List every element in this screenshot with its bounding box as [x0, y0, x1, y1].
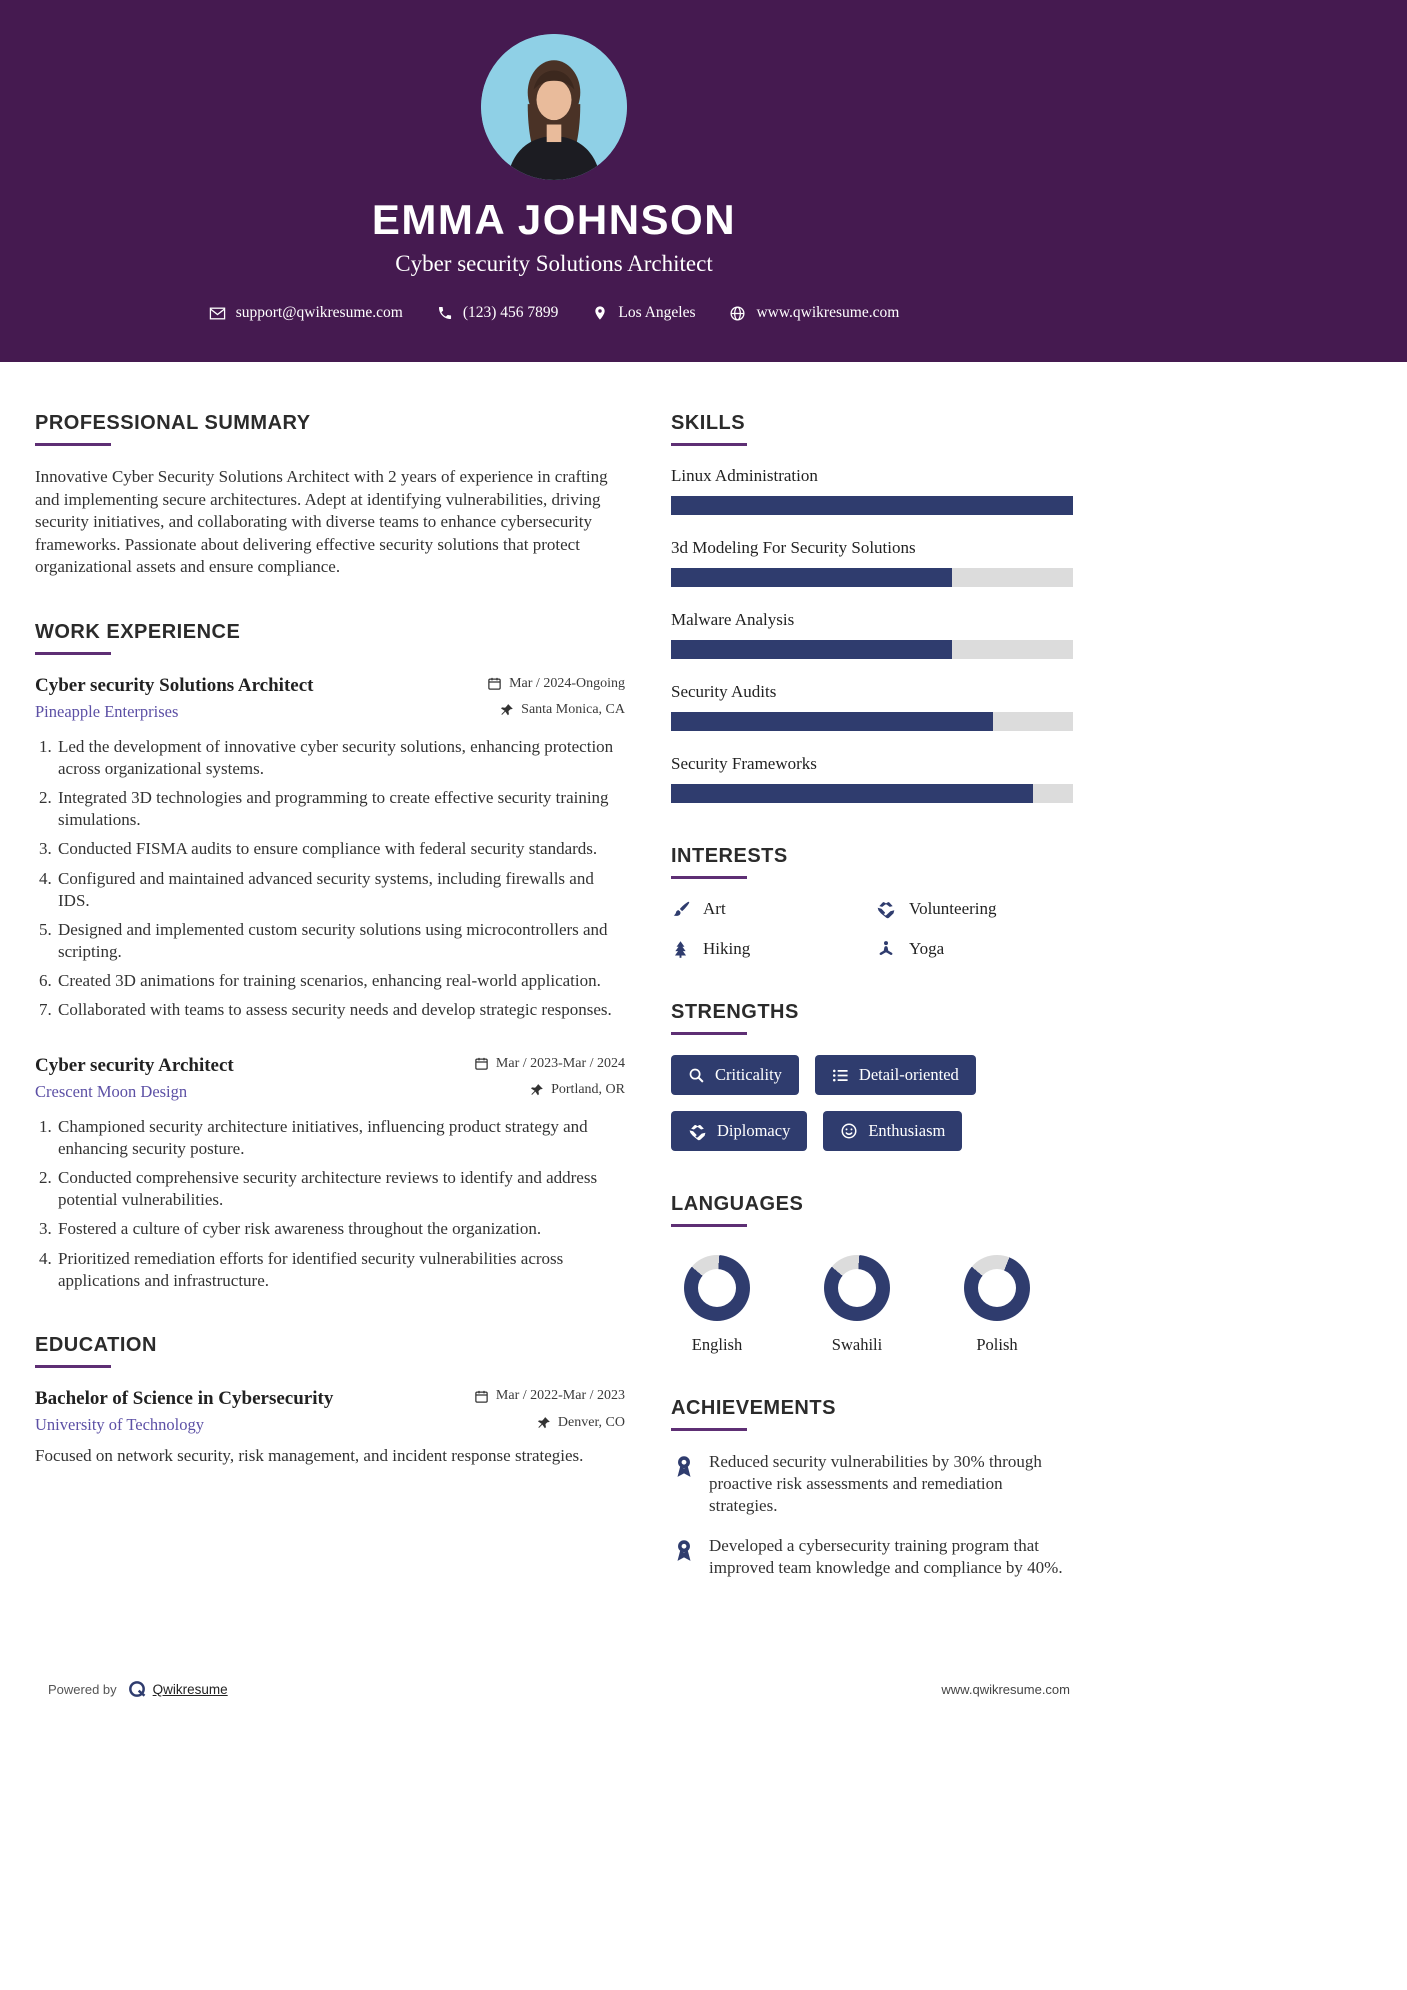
interests-grid	[671, 899, 1073, 959]
skill-item	[671, 682, 1073, 731]
language-donut-chart	[684, 1255, 750, 1321]
degree-title: Bachelor of Science in Cybersecurity	[35, 1387, 334, 1409]
interest-item	[876, 939, 1073, 959]
email-icon	[209, 305, 226, 322]
skill-name: Linux Administration	[671, 466, 818, 485]
footer	[48, 1679, 1070, 1699]
bullet-item: 1. Championed security architecture initiatives, influencing product strategy and enhancing security posture.	[56, 1116, 625, 1160]
resume-body	[35, 362, 1073, 1621]
brand-name: Qwikresume	[152, 1681, 228, 1697]
contact-location	[592, 304, 695, 322]
strength-badge	[823, 1111, 962, 1151]
location-icon	[592, 305, 608, 321]
skill-bar-fill	[671, 712, 993, 731]
globe-icon	[729, 305, 746, 322]
footer-website-link[interactable]: www.qwikresume.com	[941, 1681, 1070, 1697]
language-donut-chart	[824, 1255, 890, 1321]
languages-heading: LANGUAGES	[671, 1193, 1073, 1227]
section-skills	[671, 412, 1073, 803]
skill-bar-fill	[671, 640, 952, 659]
skill-bar-fill	[671, 496, 1073, 515]
contact-phone-text: (123) 456 7899	[462, 304, 559, 321]
job-dates	[474, 1056, 625, 1072]
skill-bar-fill	[671, 568, 952, 587]
bullet-item: 7. Collaborated with teams to assess security needs and develop strategic responses.	[56, 999, 625, 1021]
job-location-text: Santa Monica, CA	[521, 702, 625, 718]
skill-bar	[671, 784, 1073, 803]
skill-item	[671, 610, 1073, 659]
handshake-icon	[688, 1122, 707, 1141]
pushpin-icon	[530, 1083, 544, 1097]
bullet-item: 6. Created 3D animations for training scenarios, enhancing real-world application.	[56, 970, 625, 992]
strength-label: Criticality	[715, 1065, 782, 1084]
job-title: Cyber security Architect	[35, 1055, 234, 1077]
section-work-experience	[35, 621, 625, 1292]
interests-heading: INTERESTS	[671, 845, 1073, 879]
skill-bar	[671, 640, 1073, 659]
powered-by-label: Powered by	[48, 1681, 117, 1697]
language-name: English	[691, 1335, 743, 1354]
interest-label: Hiking	[703, 939, 751, 958]
bullet-item: 1. Led the development of innovative cyber security solutions, enhancing protection across organizational systems.	[56, 736, 625, 780]
job-dates	[487, 676, 625, 692]
strength-label: Detail-oriented	[858, 1065, 959, 1084]
smiley-icon	[840, 1122, 858, 1140]
bullet-item: 3. Fostered a culture of cyber risk awareness throughout the organization.	[56, 1218, 625, 1240]
bullet-item: 5. Designed and implemented custom security solutions using microcontrollers and scripting.	[56, 919, 625, 963]
job-company: Crescent Moon Design	[35, 1082, 188, 1102]
hands-icon	[876, 899, 896, 919]
tree-icon	[671, 940, 690, 959]
interest-label: Art	[703, 899, 726, 918]
pushpin-icon	[500, 703, 514, 717]
contact-phone[interactable]	[437, 304, 559, 322]
achievement-text: Developed a cybersecurity training program that improved team knowledge and compliance by 40%.	[709, 1536, 1063, 1578]
right-column	[671, 412, 1073, 1621]
avatar-illustration	[481, 34, 627, 180]
section-languages	[671, 1193, 1073, 1355]
brand-link[interactable]	[127, 1679, 228, 1699]
summary-heading: PROFESSIONAL SUMMARY	[35, 412, 625, 446]
yoga-icon	[876, 939, 896, 959]
list-icon	[832, 1067, 849, 1084]
bullet-item: 4. Prioritized remediation efforts for identified security vulnerabilities across applications and infrastructure.	[56, 1248, 625, 1292]
job-dates-text: Mar / 2023-Mar / 2024	[495, 1055, 625, 1071]
skill-bar-fill	[671, 784, 1033, 803]
achievements-heading: ACHIEVEMENTS	[671, 1397, 1073, 1431]
language-donut-chart	[964, 1255, 1030, 1321]
section-achievements	[671, 1397, 1073, 1579]
section-education	[35, 1334, 625, 1467]
skill-item	[671, 538, 1073, 587]
powered-by	[48, 1679, 228, 1699]
education-heading: EDUCATION	[35, 1334, 625, 1368]
contact-email-text: support@qwikresume.com	[235, 304, 403, 321]
skill-name: Security Frameworks	[671, 754, 817, 773]
bullet-item: 2. Conducted comprehensive security architecture reviews to identify and address potential vulnerabilities.	[56, 1167, 625, 1211]
language-item	[811, 1255, 903, 1355]
language-name: Polish	[976, 1335, 1018, 1354]
section-strengths	[671, 1001, 1073, 1151]
person-title: Cyber security Solutions Architect	[395, 251, 713, 276]
bullet-item: 4. Configured and maintained advanced security systems, including firewalls and IDS.	[56, 868, 625, 912]
job-company: Pineapple Enterprises	[35, 702, 179, 722]
education-description: Focused on network security, risk management, and incident response strategies.	[35, 1445, 584, 1465]
calendar-icon	[487, 676, 502, 691]
contact-row	[35, 304, 1073, 322]
paintbrush-icon	[671, 900, 690, 919]
interest-item	[876, 899, 1073, 919]
work-heading: WORK EXPERIENCE	[35, 621, 625, 655]
strength-badge	[815, 1055, 976, 1095]
language-item	[671, 1255, 763, 1355]
strength-badge	[671, 1055, 799, 1095]
skill-bar	[671, 712, 1073, 731]
skill-item	[671, 754, 1073, 803]
award-icon	[671, 1537, 697, 1563]
contact-email[interactable]	[209, 304, 403, 322]
education-entry	[35, 1388, 625, 1467]
contact-website-text: www.qwikresume.com	[756, 304, 900, 321]
award-icon	[671, 1453, 697, 1479]
job-bullet-list	[56, 736, 625, 1021]
education-dates	[474, 1388, 625, 1404]
pushpin-icon	[537, 1416, 551, 1430]
job-bullet-list	[56, 1116, 625, 1292]
skills-heading: SKILLS	[671, 412, 1073, 446]
job-entry	[35, 675, 625, 1021]
search-icon	[688, 1067, 705, 1084]
skill-bar	[671, 568, 1073, 587]
education-location	[537, 1415, 625, 1431]
strengths-grid	[671, 1055, 1001, 1151]
strength-label: Diplomacy	[717, 1121, 791, 1140]
skill-name: 3d Modeling For Security Solutions	[671, 538, 916, 557]
contact-website[interactable]	[729, 304, 899, 322]
job-title: Cyber security Solutions Architect	[35, 675, 314, 697]
job-location	[500, 702, 625, 718]
strength-badge	[671, 1111, 807, 1151]
skill-bar	[671, 496, 1073, 515]
job-dates-text: Mar / 2024-Ongoing	[509, 675, 625, 691]
achievement-text: Reduced security vulnerabilities by 30% through proactive risk assessments and remediation strategies.	[709, 1452, 1042, 1516]
person-name: EMMA JOHNSON	[371, 196, 737, 243]
strengths-heading: STRENGTHS	[671, 1001, 1073, 1035]
skill-item	[671, 466, 1073, 515]
phone-icon	[437, 305, 453, 321]
strength-label: Enthusiasm	[868, 1121, 946, 1140]
job-location-text: Portland, OR	[551, 1082, 625, 1098]
bullet-item: 2. Integrated 3D technologies and programming to create effective security training simulations.	[56, 787, 625, 831]
calendar-icon	[474, 1389, 489, 1404]
language-item	[951, 1255, 1043, 1355]
achievement-item	[671, 1535, 1073, 1579]
calendar-icon	[474, 1056, 489, 1071]
interest-item	[671, 899, 876, 919]
left-column	[35, 412, 625, 1621]
interest-item	[671, 939, 876, 959]
school-name: University of Technology	[35, 1414, 205, 1434]
education-location-text: Denver, CO	[557, 1414, 625, 1430]
section-interests	[671, 845, 1073, 959]
achievement-item	[671, 1451, 1073, 1517]
header-content	[35, 34, 1073, 322]
interest-label: Yoga	[909, 939, 945, 958]
job-location	[530, 1082, 625, 1098]
profile-photo	[481, 34, 627, 180]
languages-row	[671, 1247, 1073, 1355]
interest-label: Volunteering	[909, 899, 997, 918]
skill-name: Security Audits	[671, 682, 777, 701]
education-dates-text: Mar / 2022-Mar / 2023	[495, 1388, 625, 1404]
language-name: Swahili	[831, 1335, 883, 1354]
section-professional-summary	[35, 412, 625, 579]
bullet-item: 3. Conducted FISMA audits to ensure compliance with federal security standards.	[56, 838, 625, 860]
header-band	[0, 0, 1407, 362]
contact-location-text: Los Angeles	[618, 304, 696, 321]
skill-name: Malware Analysis	[671, 610, 795, 629]
summary-text: Innovative Cyber Security Solutions Architect with 2 years of experience in crafting and implementing secure architectures. Adept at identifying vulnerabilities, driving security initiatives, and collaborating with diverse teams to enhance cybersecurity frameworks. Passionate about delivering effective security solutions that protect organizational assets and ensure compliance.	[35, 467, 608, 577]
qwikresume-logo-icon	[127, 1679, 147, 1699]
job-entry	[35, 1055, 625, 1292]
